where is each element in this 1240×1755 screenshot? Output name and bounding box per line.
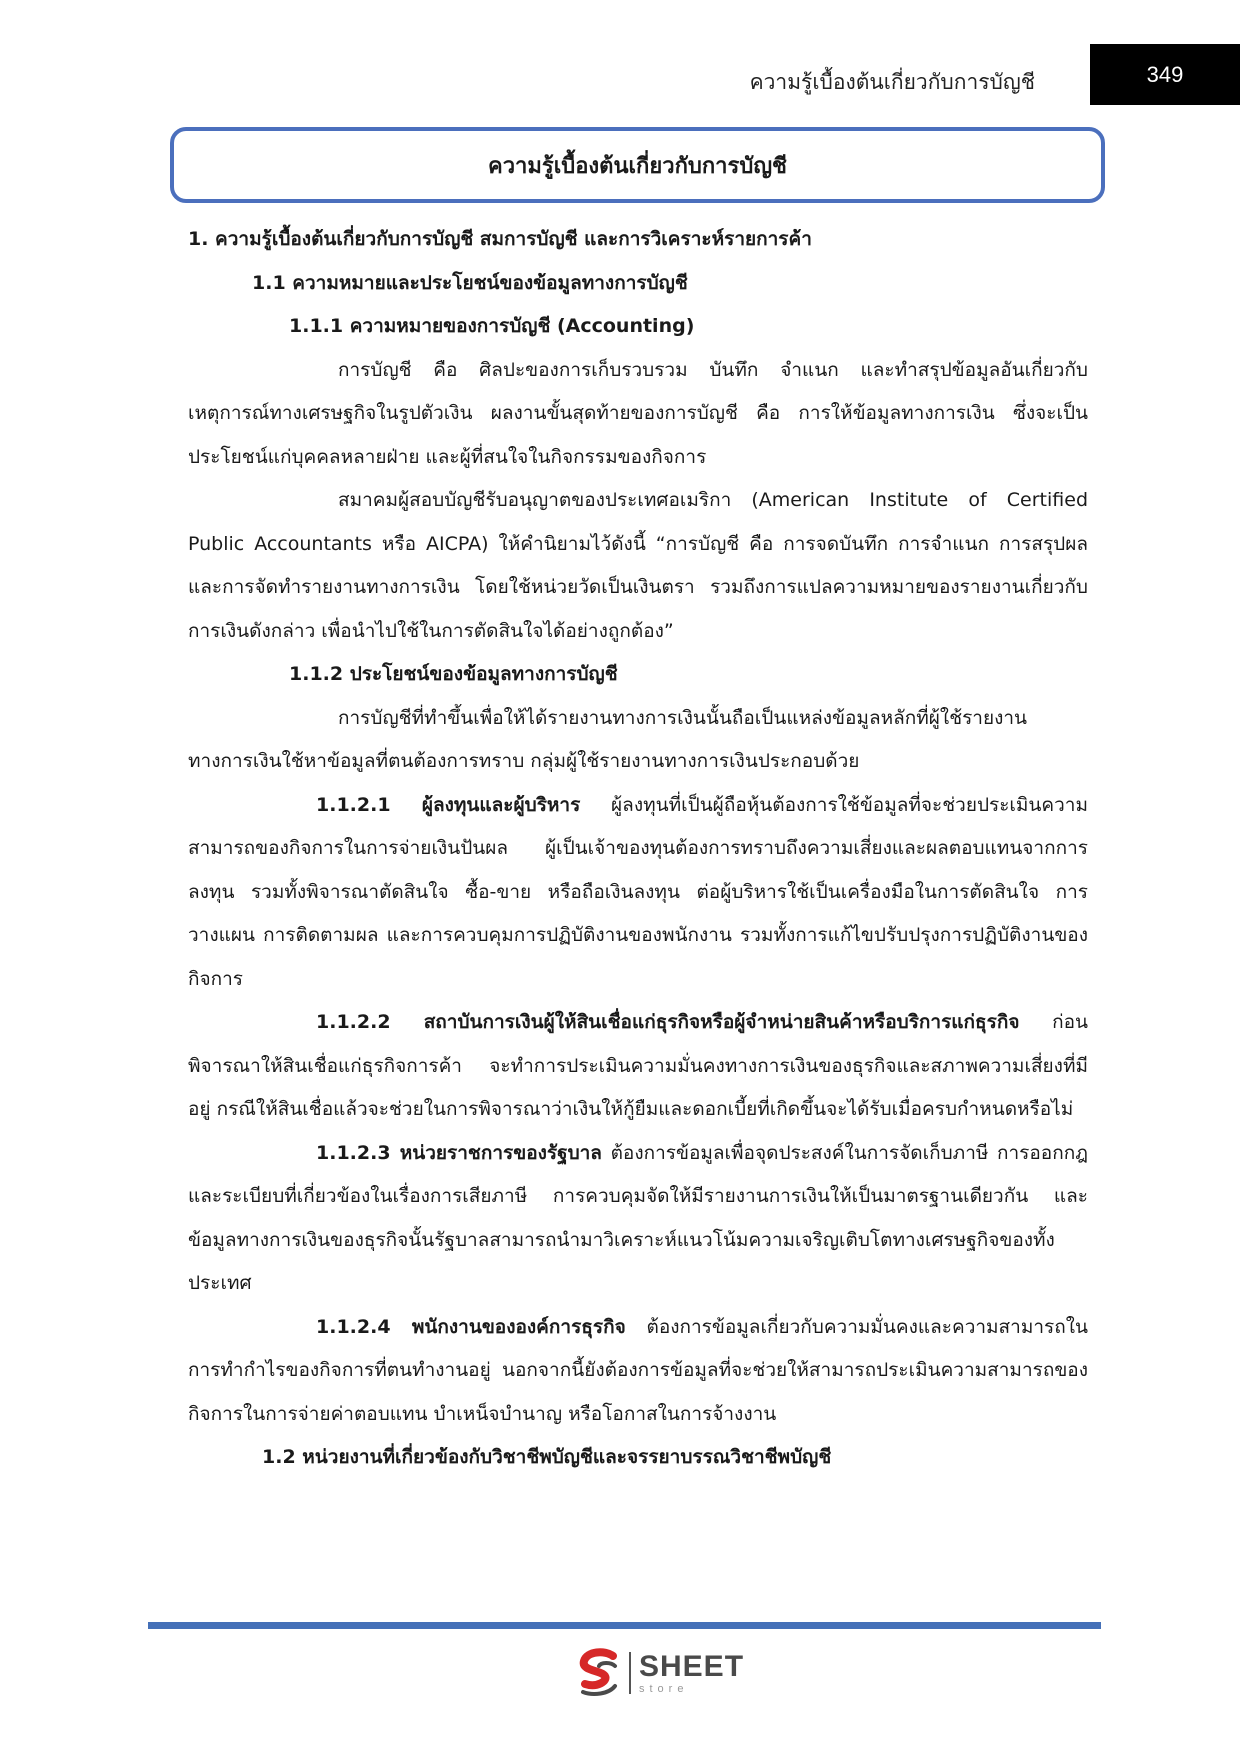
subsection-heading: 1.1.2.2 สถาบันการเงินผู้ให้สินเชื่อแก่ธุรกิจหรือผู้จำหน่ายสินค้าหรือบริการแก่ธุรกิจ	[316, 1011, 1020, 1033]
subsection-employees	[188, 1306, 1088, 1437]
paragraph-accounting-definition: การบัญชี คือ ศิลปะของการเก็บรวบรวม บันทึก จำแนก และทำสรุปข้อมูลอันเกี่ยวกับเหตุการณ์ทางเศรษฐกิจในรูปตัวเงิน ผลงานขั้นสุดท้ายของการบัญชี คือ การให้ข้อมูลทางการเงิน ซึ่งจะเป็นประโยชน์แก่บุคคลหลายฝ่าย และผู้ที่สนใจในกิจกรรมของกิจการ	[188, 358, 1088, 468]
logo-sub-text: store	[639, 1682, 689, 1695]
running-header-title: ความรู้เบื้องต้นเกี่ยวกับการบัญชี	[749, 70, 1035, 94]
chapter-title-box	[170, 127, 1105, 203]
subsection-heading: 1.1.2.1 ผู้ลงทุนและผู้บริหาร	[316, 793, 581, 816]
sheet-logo-icon	[575, 1648, 623, 1698]
heading-1: 1. ความรู้เบื้องต้นเกี่ยวกับการบัญชี สมการบัญชี และการวิเคราะห์รายการค้า	[188, 228, 812, 250]
logo-main-text: SHEET	[639, 1649, 745, 1683]
subsection-heading: 1.1.2.3 หน่วยราชการของรัฐบาล	[316, 1141, 602, 1164]
paragraph-aicpa-definition: สมาคมผู้สอบบัญชีรับอนุญาตของประเทศอเมริกา (American Institute of Certified Public Accountants หรือ AICPA) ให้คำนิยามไว้ดังนี้ “การบัญชี คือ การจดบันทึก การจำแนก การสรุปผล และการจัดทำรายงานทางการเงิน โดยใช้หน่วยวัดเป็นเงินตรา รวมถึงการแปลความหมายของรายงานเกี่ยวกับการเงินดังกล่าว เพื่อนำไปใช้ในการตัดสินใจได้อย่างถูกต้อง”	[188, 489, 1088, 642]
page-content	[188, 218, 1088, 1480]
heading-1-1: 1.1 ความหมายและประโยชน์ของข้อมูลทางการบัญชี	[252, 271, 688, 294]
subsection-text: ต้องการข้อมูลเกี่ยวกับความมั่นคงและความสามารถในการทำกำไรของกิจการที่ตนทำงานอยู่ นอกจากนี้ยังต้องการข้อมูลที่จะช่วยให้สามารถประเมินความสามารถของกิจการในการจ่ายค่าตอบแทน บำเหน็จบำนาญ หรือโอกาสในการจ้างงาน	[188, 1315, 1088, 1425]
heading-1-1-1: 1.1.1 ความหมายของการบัญชี (Accounting)	[289, 315, 695, 337]
subsection-government	[188, 1132, 1088, 1306]
paragraph-users-intro: การบัญชีที่ทำขึ้นเพื่อให้ได้รายงานทางการเงินนั้นถือเป็นแหล่งข้อมูลหลักที่ผู้ใช้รายงานทางการเงินใช้หาข้อมูลที่ตนต้องการทราบ กลุ่มผู้ใช้รายงานทางการเงินประกอบด้วย	[188, 706, 1028, 772]
heading-1-1-2: 1.1.2 ประโยชน์ของข้อมูลทางการบัญชี	[289, 663, 618, 685]
logo-wordmark	[639, 1649, 745, 1695]
subsection-creditors	[188, 1001, 1088, 1132]
subsection-heading: 1.1.2.4 พนักงานขององค์การธุรกิจ	[316, 1315, 626, 1338]
sheet-store-logo	[575, 1648, 744, 1698]
subsection-text: ต้องการข้อมูลเพื่อจุดประสงค์ในการจัดเก็บภาษี การออกกฎและระเบียบที่เกี่ยวข้องในเรื่องการเสียภาษี การควบคุมจัดให้มีรายงานการเงินให้เป็นมาตรฐานเดียวกัน และข้อมูลทางการเงินของธุรกิจนั้นรัฐบาลสามารถนำมาวิเคราะห์แนวโน้มความเจริญเติบโตทางเศรษฐกิจของทั้งประเทศ	[188, 1141, 1088, 1294]
subsection-text: ผู้ลงทุนที่เป็นผู้ถือหุ้นต้องการใช้ข้อมูลที่จะช่วยประเมินความสามารถของกิจการในการจ่ายเงินปันผล ผู้เป็นเจ้าของทุนต้องการทราบถึงความเสี่ยงและผลตอบแทนจากการลงทุน รวมทั้งพิจารณาตัดสินใจ ซื้อ-ขาย หรือถือเงินลงทุน ต่อผู้บริหารใช้เป็นเครื่องมือในการตัดสินใจ การวางแผน การติดตามผล และการควบคุมการปฏิบัติงานของพนักงาน รวมทั้งการแก้ไขปรับปรุงการปฏิบัติงานของกิจการ	[188, 793, 1088, 990]
logo-divider	[629, 1652, 631, 1694]
heading-1-2: 1.2 หน่วยงานที่เกี่ยวข้องกับวิชาชีพบัญชีและจรรยาบรรณวิชาชีพบัญชี	[262, 1446, 832, 1468]
footer-rule	[148, 1622, 1101, 1629]
chapter-title: ความรู้เบื้องต้นเกี่ยวกับการบัญชี	[487, 153, 787, 179]
subsection-investors	[188, 784, 1088, 1002]
subsection-text: ก่อนพิจารณาให้สินเชื่อแก่ธุรกิจการค้า จะทำการประเมินความมั่นคงทางการเงินของธุรกิจและสภาพความเสี่ยงที่มีอยู่ กรณีให้สินเชื่อแล้วจะช่วยในการพิจารณาว่าเงินให้กู้ยืมและดอกเบี้ยที่เกิดขึ้นจะได้รับเมื่อครบกำหนดหรือไม่	[188, 1011, 1088, 1120]
page-number: 349	[1090, 44, 1240, 105]
